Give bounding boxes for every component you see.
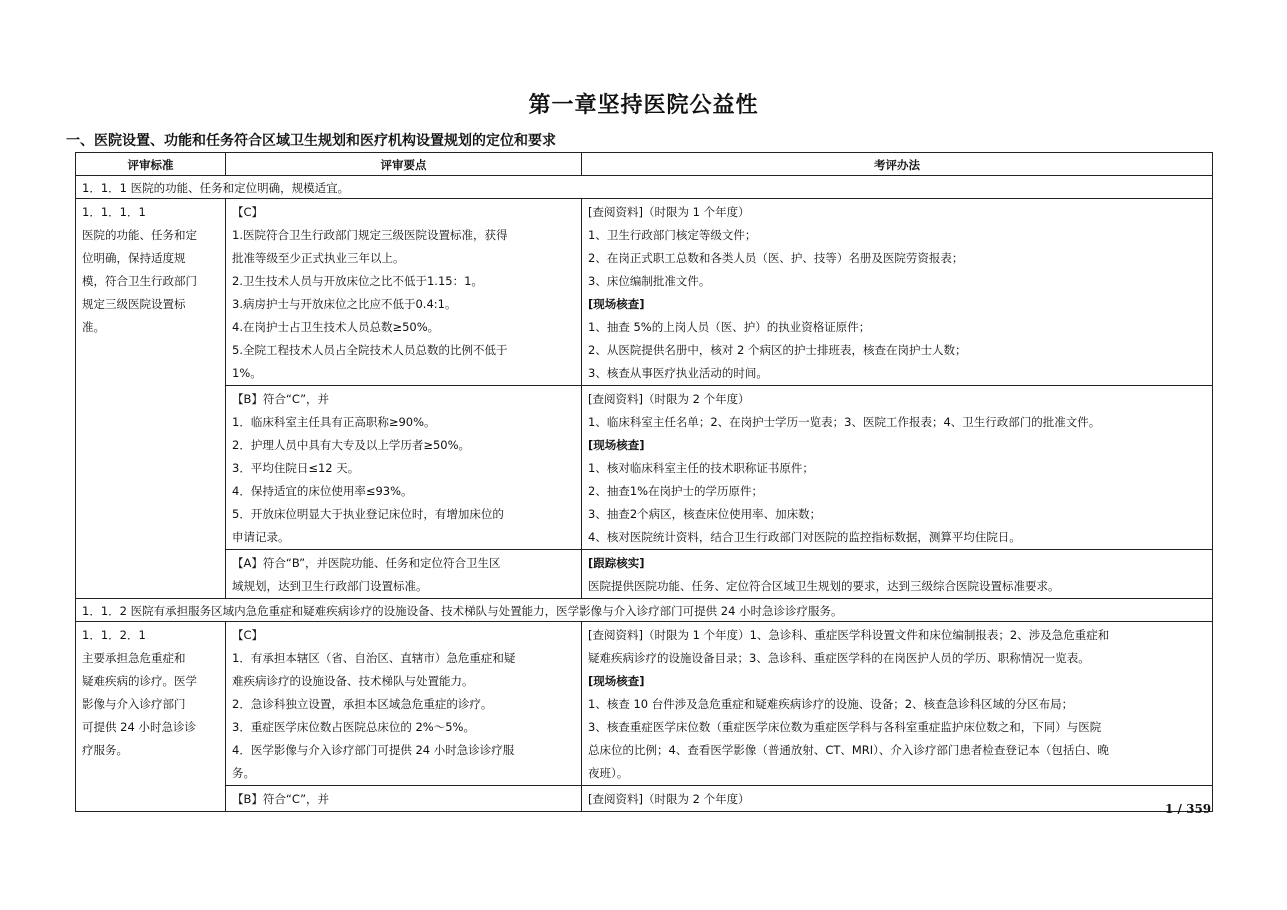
table-row	[76, 786, 1213, 812]
text-line: 主要承担急危重症和	[82, 651, 186, 665]
standard-text	[82, 201, 219, 339]
text-line: 【B】符合“C”，并	[232, 792, 330, 806]
section-title: 一、医院设置、功能和任务符合区域卫生规划和医疗机构设置规划的定位和要求	[66, 133, 556, 149]
text-line: 2.卫生技术人员与开放床位之比不低于1.15：1。	[232, 274, 483, 288]
text-line: 3、核查重症医学床位数（重症医学床位数为重症医学科与各科室重症监护床位数之和，下同）与医院	[588, 720, 1102, 734]
text-line: 夜班）。	[588, 766, 629, 780]
grade-b-methods	[582, 386, 1213, 550]
text-line: 疑难疾病诊疗的设施设备目录；3、急诊科、重症医学科的在岗医护人员的学历、职称情况一览表。	[588, 651, 1090, 665]
text-line: 3.病房护士与开放床位之比应不低于0.4:1。	[232, 297, 457, 311]
text-line: 申请记录。	[232, 530, 290, 544]
text-line: [现场核查]	[588, 438, 645, 452]
text-line: 3、核查从事医疗执业活动的时间。	[588, 366, 768, 380]
text-line: 3、床位编制批准文件。	[588, 274, 711, 288]
text-line: [现场核查]	[588, 674, 645, 688]
text-line: 总床位的比例；4、查看医学影像（普通放射、CT、MRI）、介入诊疗部门患者检查登记本（包括白、晚	[588, 743, 1109, 757]
text-line: 1．1．2．1	[82, 628, 146, 642]
text-line: 2．急诊科独立设置，承担本区域急危重症的诊疗。	[232, 697, 493, 711]
grade-a-points	[226, 550, 582, 599]
text-line: 2、在岗正式职工总数和各类人员（医、护、技等）名册及医院劳资报表；	[588, 251, 964, 265]
text-line: 【B】符合“C”，并	[232, 392, 330, 406]
text-line: 2、抽查1%在岗护士的学历原件；	[588, 484, 764, 498]
grade-c-methods	[582, 199, 1213, 386]
grade-c2-methods	[582, 622, 1213, 786]
table-row	[76, 386, 1213, 550]
text-line: 1．临床科室主任具有正高职称≥90%。	[232, 415, 436, 429]
text-line: 1、卫生行政部门核定等级文件；	[588, 228, 757, 242]
text-line: [查阅资料]（时限为 1 个年度）	[588, 205, 750, 219]
text-line: 规定三级医院设置标	[82, 297, 186, 311]
text-line: 4.在岗护士占卫生技术人员总数≥50%。	[232, 320, 440, 334]
text-line: [查阅资料]（时限为 2 个年度）	[588, 392, 750, 406]
text-line: 难疾病诊疗的设施设备、技术梯队与处置能力。	[232, 674, 474, 688]
text-line: 4．保持适宜的床位使用率≤93%。	[232, 484, 413, 498]
text-line: 1、核对临床科室主任的技术职称证书原件；	[588, 461, 814, 475]
standard-text	[82, 624, 219, 762]
text-line: 3、抽查2个病区，核查床位使用率、加床数；	[588, 507, 822, 521]
grade-c2-points	[226, 622, 582, 786]
text-line: 1、抽查 5%的上岗人员（医、护）的执业资格证原件；	[588, 320, 871, 334]
text-line: 模，符合卫生行政部门	[82, 274, 197, 288]
text-line: 1、临床科室主任名单；2、在岗护士学历一览表；3、医院工作报表；4、卫生行政部门的批准文件。	[588, 415, 1101, 429]
text-line: 务。	[232, 766, 255, 780]
text-line: 【C】	[232, 628, 264, 642]
table-row	[76, 199, 1213, 386]
standard-1-1-2-1-cell	[76, 622, 226, 812]
text-line: 疑难疾病的诊疗。医学	[82, 674, 197, 688]
grade-b2-methods	[582, 786, 1213, 812]
standard-1-1-2: 1．1．2 医院有承担服务区域内急危重症和疑难疾病诊疗的设施设备、技术梯队与处置能力，医学影像与介入诊疗部门可提供 24 小时急诊诊疗服务。	[76, 599, 1213, 622]
text-line: 批准等级至少正式执业三年以上。	[232, 251, 405, 265]
table-row	[76, 599, 1213, 622]
text-line: 1、核查 10 台件涉及急危重症和疑难疾病诊疗的设施、设备；2、核查急诊科区域的分区布局；	[588, 697, 1074, 711]
text-line: [查阅资料]（时限为 1 个年度）1、急诊科、重症医学科设置文件和床位编制报表；2、涉及急危重症和	[588, 628, 1110, 642]
header-standard: 评审标准	[76, 153, 226, 176]
chapter-title: 第一章坚持医院公益性	[528, 93, 759, 118]
text-line: 疗服务。	[82, 743, 128, 757]
text-line: 域规划，达到卫生行政部门设置标准。	[232, 579, 428, 593]
text-line: 医院的功能、任务和定	[82, 228, 197, 242]
standard-1-1-1: 1．1．1 医院的功能、任务和定位明确，规模适宜。	[76, 176, 1213, 199]
header-methods: 考评办法	[582, 153, 1213, 176]
text-line: 影像与介入诊疗部门	[82, 697, 186, 711]
text-line: 可提供 24 小时急诊诊	[82, 720, 196, 734]
text-line: 2．护理人员中具有大专及以上学历者≥50%。	[232, 438, 471, 452]
grade-a-methods	[582, 550, 1213, 599]
text-line: 位明确，保持适度规	[82, 251, 186, 265]
text-line: 2、从医院提供名册中，核对 2 个病区的护士排班表，核查在岗护士人数；	[588, 343, 967, 357]
grade-b-points	[226, 386, 582, 550]
text-line: 4．医学影像与介入诊疗部门可提供 24 小时急诊诊疗服	[232, 743, 515, 757]
table-row	[76, 176, 1213, 199]
standard-1-1-1-1-cell	[76, 199, 226, 599]
text-line: 医院提供医院功能、任务、定位符合区域卫生规划的要求，达到三级综合医院设置标准要求。	[588, 579, 1060, 593]
grade-b2-points	[226, 786, 582, 812]
grade-c-points	[226, 199, 582, 386]
table-header-row	[76, 153, 1213, 176]
text-line: [查阅资料]（时限为 2 个年度）	[588, 792, 750, 806]
text-line: 1%。	[232, 366, 262, 380]
table-row	[76, 622, 1213, 786]
text-line: 3．平均住院日≤12 天。	[232, 461, 360, 475]
text-line: 5.全院工程技术人员占全院技术人员总数的比例不低于	[232, 343, 508, 357]
text-line: 1．1．1．1	[82, 205, 146, 219]
text-line: 【C】	[232, 205, 264, 219]
text-line: 3．重症医学床位数占医院总床位的 2%～5%。	[232, 720, 475, 734]
text-line: 准。	[82, 320, 105, 334]
text-line: [现场核查]	[588, 297, 645, 311]
evaluation-table	[75, 152, 1213, 812]
table-row	[76, 550, 1213, 599]
page-number: 1 / 359	[1165, 802, 1212, 816]
text-line: 1.医院符合卫生行政部门规定三级医院设置标准，获得	[232, 228, 508, 242]
text-line: [跟踪核实]	[588, 556, 645, 570]
header-key-points: 评审要点	[226, 153, 582, 176]
text-line: 【A】符合“B”，并医院功能、任务和定位符合卫生区	[232, 556, 501, 570]
text-line: 5．开放床位明显大于执业登记床位时，有增加床位的	[232, 507, 504, 521]
text-line: 1．有承担本辖区（省、自治区、直辖市）急危重症和疑	[232, 651, 516, 665]
text-line: 4、核对医院统计资料，结合卫生行政部门对医院的监控指标数据，测算平均住院日。	[588, 530, 1021, 544]
